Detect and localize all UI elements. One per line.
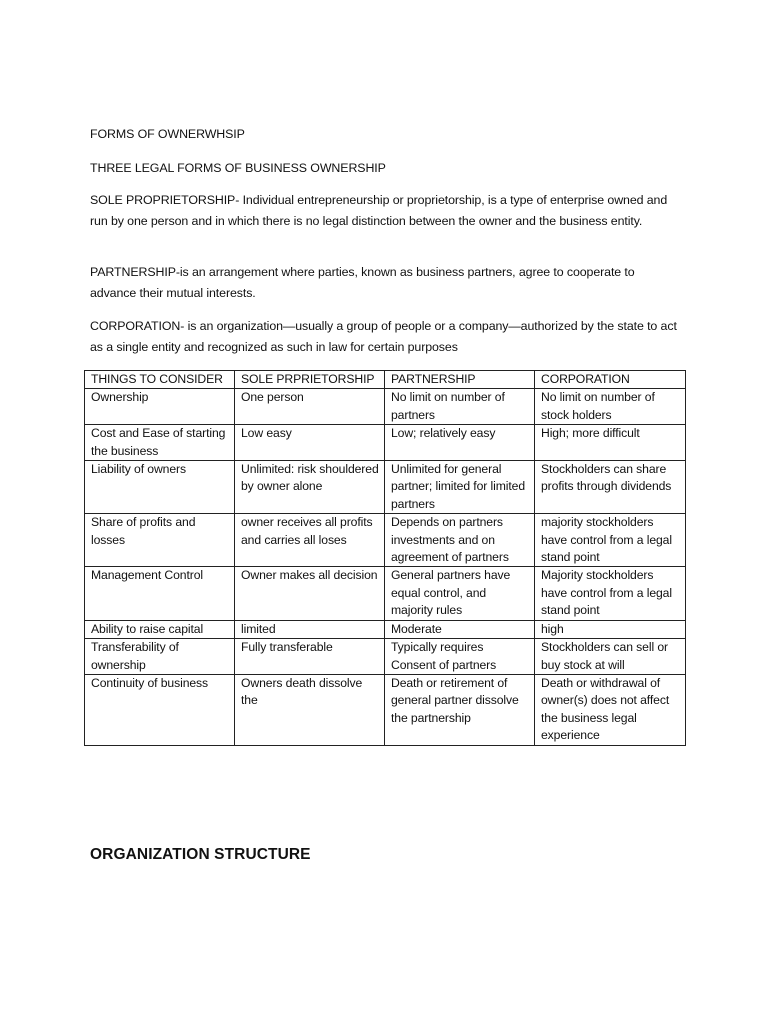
ownership-comparison-table xyxy=(84,370,686,746)
document-heading: FORMS OF OWNERWHSIP xyxy=(90,127,245,141)
sole-proprietorship-definition: SOLE PROPRIETORSHIP- Individual entrepreneurship or proprietorship, is a type of enterprise owned and run by one person and in which there is no legal distinction between the owner and the business entity. xyxy=(90,193,668,228)
table-cell: Stockholders can sell or buy stock at will xyxy=(535,639,686,675)
partnership-definition: PARTNERSHIP-is an arrangement where parties, known as business partners, agree to cooperate to advance their mutual interests. xyxy=(90,265,635,300)
table-cell: Stockholders can share profits through dividends xyxy=(535,461,686,514)
column-header: CORPORATION xyxy=(535,371,686,389)
table-cell: Low; relatively easy xyxy=(385,425,535,461)
table-cell: No limit on number of partners xyxy=(385,389,535,425)
section-heading: THREE LEGAL FORMS OF BUSINESS OWNERSHIP xyxy=(90,161,386,175)
table-cell: Owner makes all decision xyxy=(235,567,385,620)
table-cell: Continuity of business xyxy=(85,674,235,745)
table-row xyxy=(85,514,686,567)
table-row xyxy=(85,639,686,675)
table-cell: Depends on partners investments and on agreement of partners xyxy=(385,514,535,567)
table-cell: Moderate xyxy=(385,620,535,638)
corporation-definition: CORPORATION- is an organization—usually a group of people or a company—authorized by the state to act as a single entity and recognized as such in law for certain purposes xyxy=(90,319,677,354)
table-row xyxy=(85,389,686,425)
table-cell: Liability of owners xyxy=(85,461,235,514)
table-row xyxy=(85,620,686,638)
table-row xyxy=(85,425,686,461)
table-cell: Majority stockholders have control from a legal stand point xyxy=(535,567,686,620)
column-header: SOLE PRPRIETORSHIP xyxy=(235,371,385,389)
table-cell: Death or withdrawal of owner(s) does not affect the business legal experience xyxy=(535,674,686,745)
table-cell: Ability to raise capital xyxy=(85,620,235,638)
organization-structure-heading: ORGANIZATION STRUCTURE xyxy=(90,846,311,863)
table-cell: Cost and Ease of starting the business xyxy=(85,425,235,461)
table-cell: limited xyxy=(235,620,385,638)
table-cell: General partners have equal control, and majority rules xyxy=(385,567,535,620)
column-header: THINGS TO CONSIDER xyxy=(85,371,235,389)
table-cell: Fully transferable xyxy=(235,639,385,675)
table-cell: Transferability of ownership xyxy=(85,639,235,675)
table-row xyxy=(85,674,686,745)
table-cell: owner receives all profits and carries all loses xyxy=(235,514,385,567)
table-cell: Unlimited: risk shouldered by owner alone xyxy=(235,461,385,514)
table-row xyxy=(85,567,686,620)
table-cell: High; more difficult xyxy=(535,425,686,461)
table-cell: Owners death dissolve the xyxy=(235,674,385,745)
table-row xyxy=(85,461,686,514)
table-header-row xyxy=(85,371,686,389)
column-header: PARTNERSHIP xyxy=(385,371,535,389)
table-cell: Death or retirement of general partner dissolve the partnership xyxy=(385,674,535,745)
table-cell: high xyxy=(535,620,686,638)
table-cell: Low easy xyxy=(235,425,385,461)
table-cell: majority stockholders have control from a legal stand point xyxy=(535,514,686,567)
table-cell: Share of profits and losses xyxy=(85,514,235,567)
table-cell: Ownership xyxy=(85,389,235,425)
table-cell: Unlimited for general partner; limited for limited partners xyxy=(385,461,535,514)
table-cell: No limit on number of stock holders xyxy=(535,389,686,425)
table-cell: Typically requires Consent of partners xyxy=(385,639,535,675)
table-cell: One person xyxy=(235,389,385,425)
table-cell: Management Control xyxy=(85,567,235,620)
